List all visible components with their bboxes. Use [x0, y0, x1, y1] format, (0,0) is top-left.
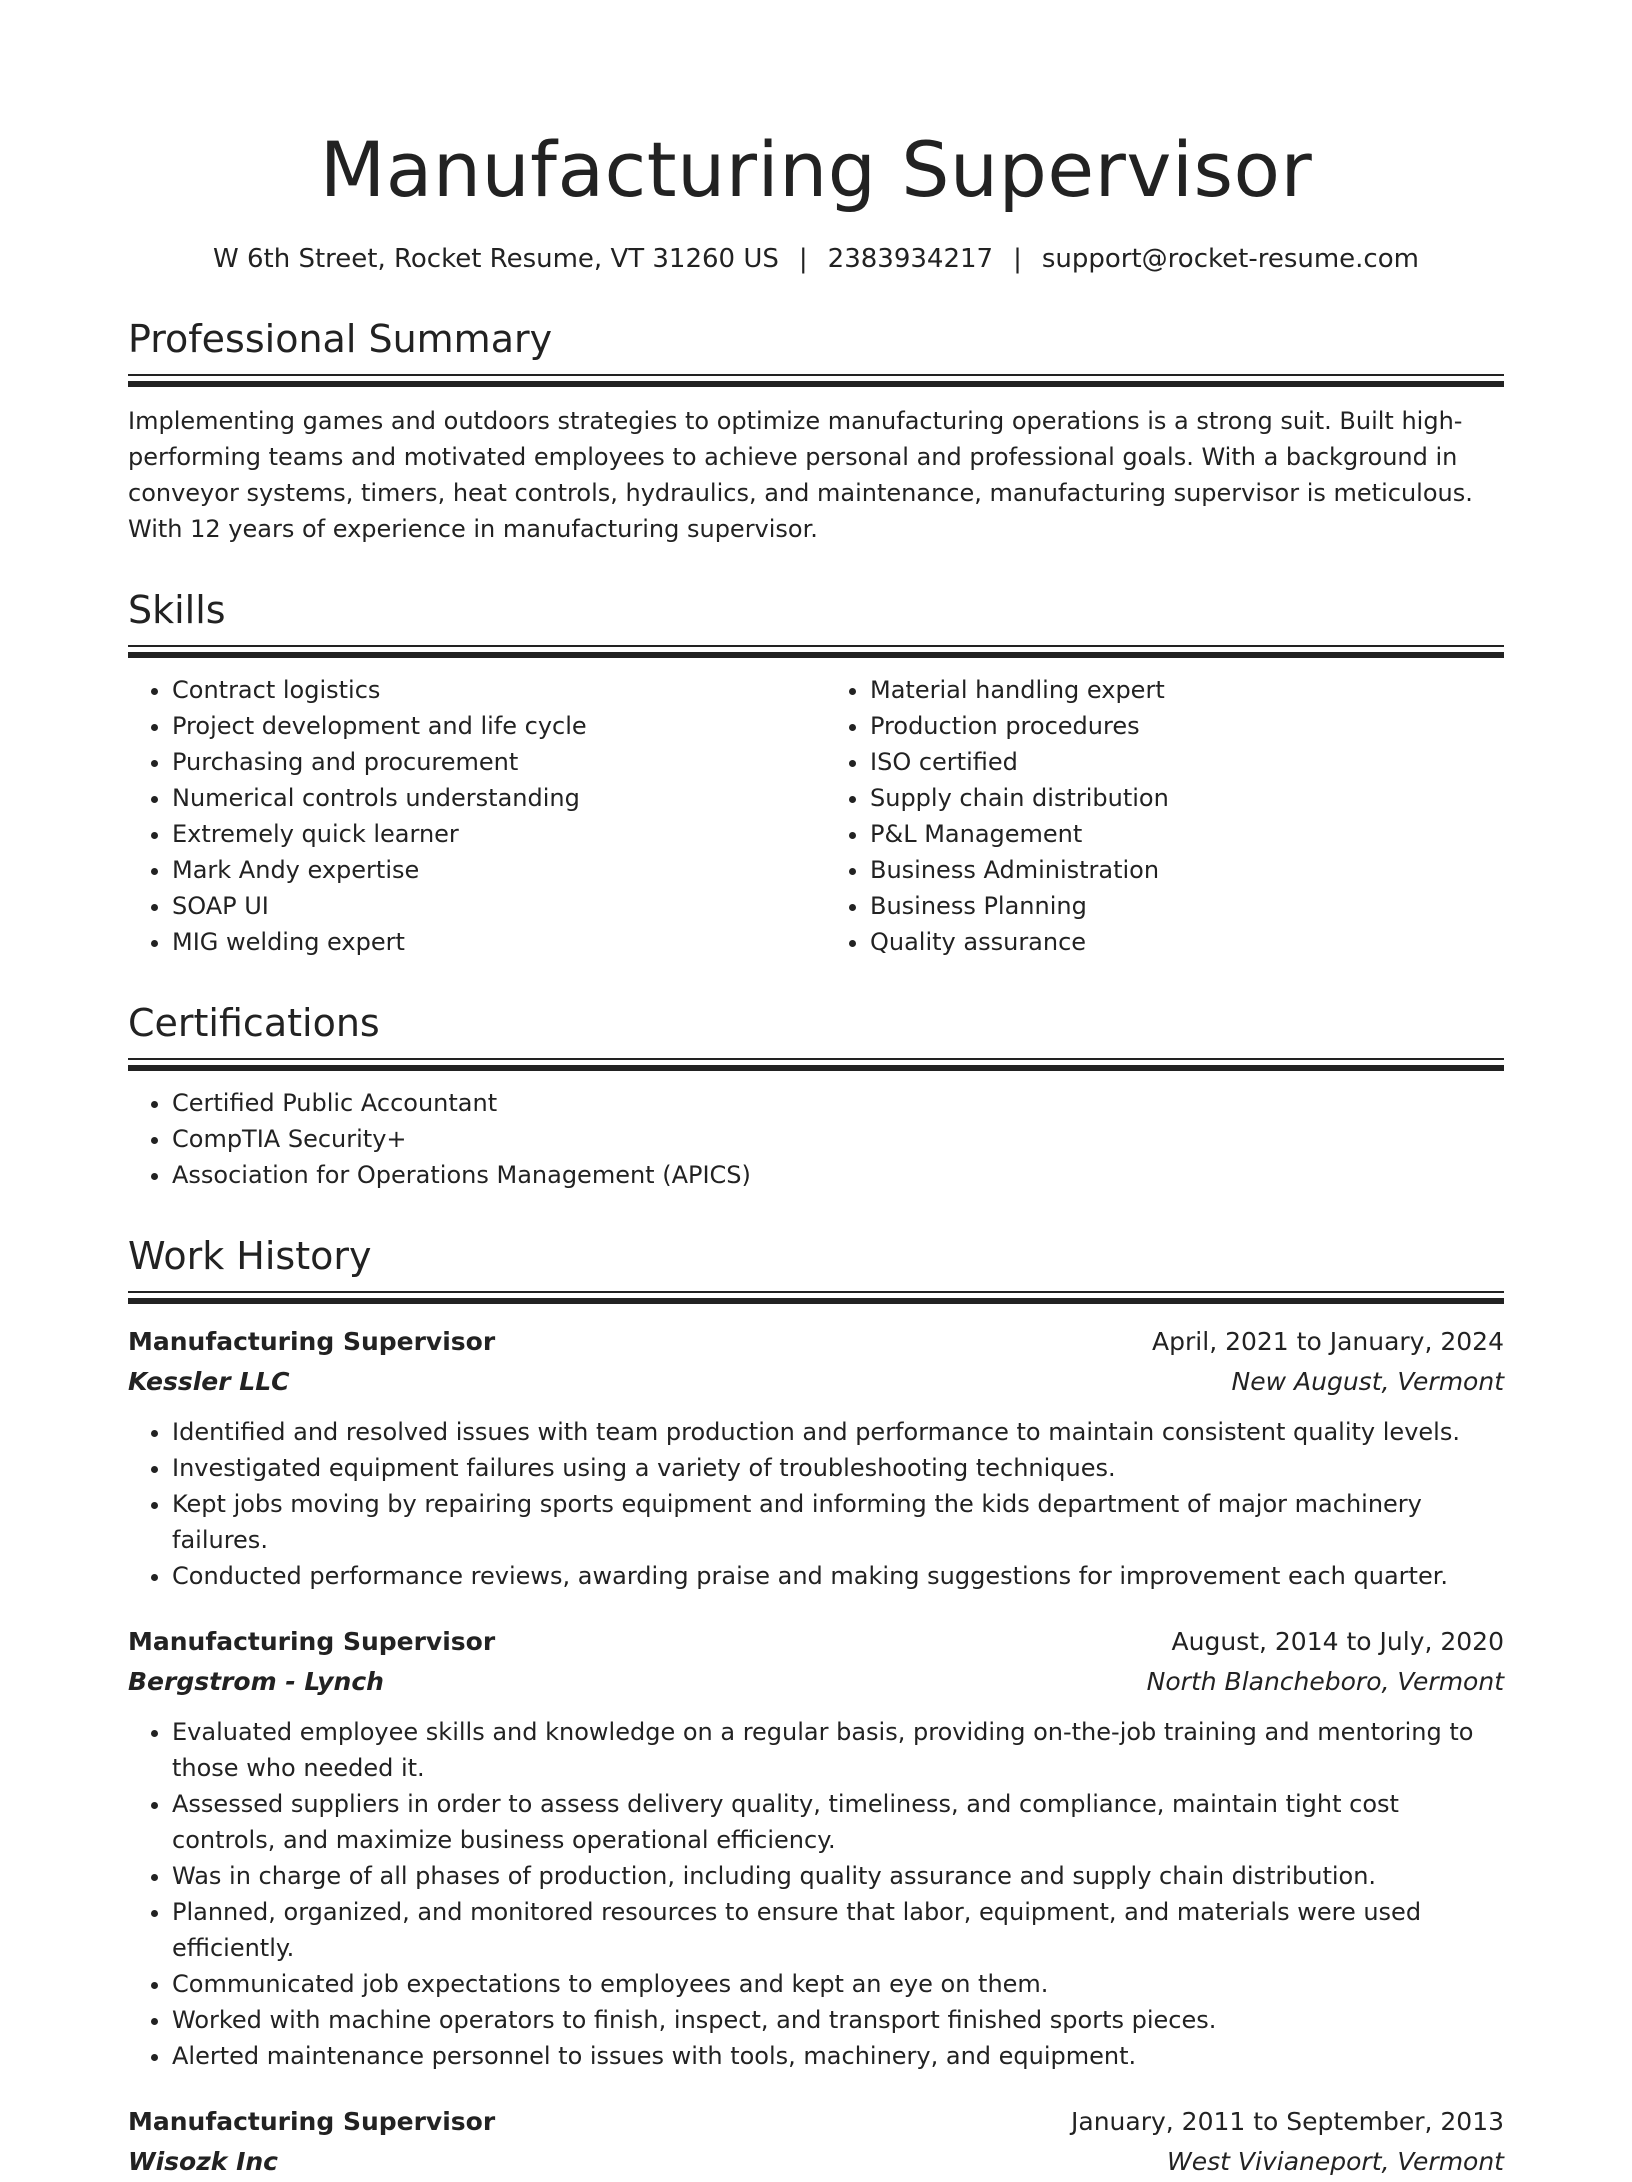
resume-name: Manufacturing Supervisor: [319, 125, 1313, 214]
job-bullet: • Worked with machine operators to finish, inspect, and transport finished sports pieces.: [172, 2002, 1504, 2038]
job-bullet: • Alerted maintenance personnel to issues with tools, machinery, and equipment.: [172, 2038, 1504, 2074]
job-location: New August, Vermont: [1231, 1367, 1504, 1396]
contact-phone: 2383934217: [827, 244, 994, 274]
job-bullets: [128, 1714, 1504, 2074]
skills-right-list: [816, 672, 1504, 960]
job-bullets: [128, 1414, 1504, 1594]
summary-section: [128, 314, 1504, 547]
job-company: Bergstrom - Lynch: [128, 1667, 384, 1696]
skill-item: • Material handling expert: [870, 672, 1504, 708]
contact-email: support@rocket-resume.com: [1041, 244, 1419, 274]
skill-item: • Project development and life cycle: [172, 708, 816, 744]
skills-left-list: [128, 672, 816, 960]
job-title: Manufacturing Supervisor: [128, 1327, 496, 1356]
skill-item: • Production procedures: [870, 708, 1504, 744]
job-bullet: • Planned, organized, and monitored resources to ensure that labor, equipment, and materials were used efficiently.: [172, 1894, 1504, 1966]
job-bullet: • Was in charge of all phases of production, including quality assurance and supply chain distribution.: [172, 1858, 1504, 1894]
job-entry: [128, 2102, 1504, 2182]
job-title: Manufacturing Supervisor: [128, 2107, 496, 2136]
section-divider: [128, 1058, 1504, 1071]
job-bullet: • Communicated job expectations to employees and kept an eye on them.: [172, 1966, 1504, 2002]
certifications-list: [128, 1085, 1504, 1193]
skills-columns: [128, 672, 1504, 960]
job-dates: January, 2011 to September, 2013: [1071, 2107, 1504, 2136]
skills-title: Skills: [128, 588, 226, 632]
skill-item: • ISO certified: [870, 744, 1504, 780]
job-bullet: • Kept jobs moving by repairing sports equipment and informing the kids department of major machinery failures.: [172, 1486, 1504, 1558]
job-entry: [128, 1322, 1504, 1594]
job-bullet: • Evaluated employee skills and knowledge on a regular basis, providing on-the-job training and mentoring to those who needed it.: [172, 1714, 1504, 1786]
job-header-row: [128, 1622, 1504, 1662]
certifications-section: [128, 998, 1504, 1193]
job-entry: [128, 1622, 1504, 2074]
job-company: Kessler LLC: [128, 1367, 290, 1396]
skill-item: • Quality assurance: [870, 924, 1504, 960]
job-company: Wisozk Inc: [128, 2147, 278, 2176]
job-location: West Vivianeport, Vermont: [1167, 2147, 1504, 2176]
job-bullet: • Conducted performance reviews, awarding praise and making suggestions for improvement each quarter.: [172, 1558, 1504, 1594]
section-divider: [128, 645, 1504, 658]
skills-section: [128, 585, 1504, 960]
certifications-title: Certifications: [128, 1001, 380, 1045]
section-divider: [128, 374, 1504, 387]
job-company-row: [128, 1662, 1504, 1702]
skill-item: • Numerical controls understanding: [172, 780, 816, 816]
job-location: North Blancheboro, Vermont: [1146, 1667, 1504, 1696]
skill-item: • Business Administration: [870, 852, 1504, 888]
contact-separator: |: [1013, 244, 1022, 274]
skill-item: • Business Planning: [870, 888, 1504, 924]
job-bullet: • Assessed suppliers in order to assess delivery quality, timeliness, and compliance, maintain tight cost controls, and maximize business operational efficiency.: [172, 1786, 1504, 1858]
skill-item: • P&L Management: [870, 816, 1504, 852]
skill-item: • SOAP UI: [172, 888, 816, 924]
skill-item: • Supply chain distribution: [870, 780, 1504, 816]
skill-item: • MIG welding expert: [172, 924, 816, 960]
skill-item: • Contract logistics: [172, 672, 816, 708]
skill-item: • Purchasing and procurement: [172, 744, 816, 780]
work-history-title: Work History: [128, 1234, 372, 1278]
job-dates: August, 2014 to July, 2020: [1171, 1627, 1504, 1656]
certification-item: • Association for Operations Management (APICS): [172, 1157, 1504, 1193]
job-bullet: • Identified and resolved issues with team production and performance to maintain consistent quality levels.: [172, 1414, 1504, 1450]
section-divider: [128, 1291, 1504, 1304]
job-title: Manufacturing Supervisor: [128, 1627, 496, 1656]
certification-item: • CompTIA Security+: [172, 1121, 1504, 1157]
work-history-section: [128, 1231, 1504, 2182]
skill-item: • Extremely quick learner: [172, 816, 816, 852]
job-header-row: [128, 2102, 1504, 2142]
contact-line: [128, 242, 1504, 276]
job-header-row: [128, 1322, 1504, 1362]
contact-address: W 6th Street, Rocket Resume, VT 31260 US: [213, 244, 779, 274]
job-company-row: [128, 1362, 1504, 1402]
job-dates: April, 2021 to January, 2024: [1152, 1327, 1504, 1356]
skill-item: • Mark Andy expertise: [172, 852, 816, 888]
contact-separator: |: [798, 244, 808, 274]
certification-item: • Certified Public Accountant: [172, 1085, 1504, 1121]
summary-text: Implementing games and outdoors strategies to optimize manufacturing operations is a strong suit. Built high-performing teams and motivated employees to achieve personal and professional goals. With a background in conveyor systems, timers, heat controls, hydraulics, and maintenance, manufacturing supervisor is meticulous. With 12 years of experience in manufacturing supervisor.: [128, 407, 1473, 543]
job-company-row: [128, 2142, 1504, 2182]
job-bullet: • Investigated equipment failures using a variety of troubleshooting techniques.: [172, 1450, 1504, 1486]
summary-title: Professional Summary: [128, 317, 553, 361]
